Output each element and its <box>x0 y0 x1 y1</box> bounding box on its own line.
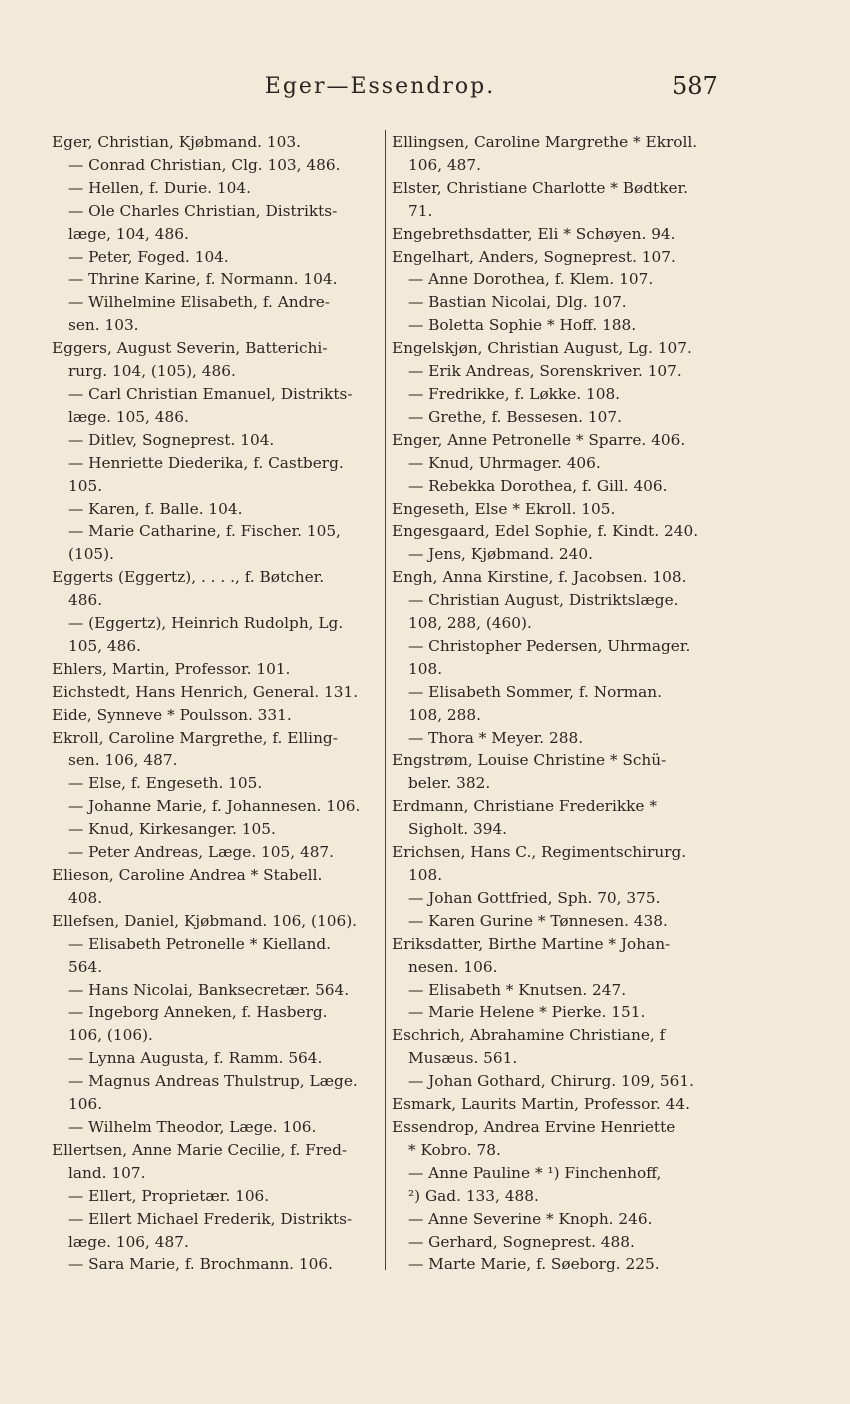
index-entry-line: 408. <box>68 888 103 907</box>
index-entry-line: — Johan Gottfried, Sph. 70, 375. <box>408 888 661 907</box>
index-entry-line: — Anne Pauline * ¹) Finchenhoff, <box>408 1163 662 1182</box>
index-entry-line: 108, 288, (460). <box>408 614 532 633</box>
index-entry-line: — Johan Gothard, Chirurg. 109, 561. <box>408 1072 694 1091</box>
left-column <box>52 131 384 1276</box>
index-entry-line: — Hans Nicolai, Banksecretær. 564. <box>68 980 350 999</box>
index-entry-line: Engelhart, Anders, Sogneprest. 107. <box>392 247 676 266</box>
index-entry-line: læge. 106, 487. <box>68 1232 189 1251</box>
index-entry-line: — Anne Dorothea, f. Klem. 107. <box>408 270 654 289</box>
index-entry-line: Engebrethsdatter, Eli * Schøyen. 94. <box>392 224 676 243</box>
index-entry-line: — Sara Marie, f. Brochmann. 106. <box>68 1255 333 1274</box>
index-entry-line: — Else, f. Engeseth. 105. <box>68 774 263 793</box>
index-entry-line: Essendrop, Andrea Ervine Henriette <box>392 1117 676 1136</box>
index-entry-line: — Marie Catharine, f. Fischer. 105, <box>68 522 341 541</box>
index-entry-line: Ellefsen, Daniel, Kjøbmand. 106, (106). <box>52 911 358 930</box>
index-entry-line: sen. 103. <box>68 316 139 335</box>
index-entry-line: — Ole Charles Christian, Distrikts- <box>68 201 338 220</box>
index-entry-line: — Magnus Andreas Thulstrup, Læge. <box>68 1072 358 1091</box>
index-entry-line: — Karen, f. Balle. 104. <box>68 499 243 518</box>
index-entry-line: — Knud, Kirkesanger. 105. <box>68 820 276 839</box>
index-entry-line: — Boletta Sophie * Hoff. 188. <box>408 316 637 335</box>
index-entry-line: — Wilhelmine Elisabeth, f. Andre- <box>68 293 330 312</box>
index-entry-line: 106. <box>68 1095 103 1114</box>
index-entry-line: nesen. 106. <box>408 957 498 976</box>
index-entry-line: — Anne Severine * Knoph. 246. <box>408 1209 653 1228</box>
index-entry-line: 105, 486. <box>68 636 141 655</box>
index-entry-line: — Peter Andreas, Læge. 105, 487. <box>68 843 335 862</box>
index-entry-line: Esmark, Laurits Martin, Professor. 44. <box>392 1095 690 1114</box>
index-entry-line: — Hellen, f. Durie. 104. <box>68 178 251 197</box>
index-entry-line: — Peter, Foged. 104. <box>68 247 229 266</box>
index-entry-line: — Christopher Pedersen, Uhrmager. <box>408 636 691 655</box>
index-entry-line: — Knud, Uhrmager. 406. <box>408 453 601 472</box>
page-number: 587 <box>672 72 718 100</box>
index-entry-line: 106, (106). <box>68 1026 153 1045</box>
index-entry-line: 108. <box>408 659 443 678</box>
right-column <box>392 131 728 1276</box>
index-entry-line: — Rebekka Dorothea, f. Gill. 406. <box>408 476 668 495</box>
index-entry-line: beler. 382. <box>408 774 491 793</box>
index-entry-line: Eggerts (Eggertz), . . . ., f. Bøtcher. <box>52 568 325 587</box>
index-entry-line: 106, 487. <box>408 155 481 174</box>
index-entry-line: Eriksdatter, Birthe Martine * Johan- <box>392 934 671 953</box>
index-entry-line: * Kobro. 78. <box>408 1140 501 1159</box>
index-entry-line: — Ditlev, Sogneprest. 104. <box>68 430 275 449</box>
index-entry-line: Eger, Christian, Kjøbmand. 103. <box>52 133 301 151</box>
index-entry-line: — Bastian Nicolai, Dlg. 107. <box>408 293 627 312</box>
index-entry-line: rurg. 104, (105), 486. <box>68 362 236 381</box>
index-entry-line: — Elisabeth * Knutsen. 247. <box>408 980 627 999</box>
index-entry-line: 486. <box>68 591 103 610</box>
index-entry-line: Engelskjøn, Christian August, Lg. 107. <box>392 339 692 358</box>
index-entry-line: 71. <box>408 201 433 220</box>
index-entry-line: land. 107. <box>68 1163 146 1182</box>
index-entry-line: Erdmann, Christiane Frederikke * <box>392 797 657 816</box>
index-entry-line: — Johanne Marie, f. Johannesen. 106. <box>68 797 361 816</box>
index-entry-line: — Erik Andreas, Sorenskriver. 107. <box>408 362 682 381</box>
index-entry-line: 108. <box>408 866 443 884</box>
index-entry-line: Ellertsen, Anne Marie Cecilie, f. Fred- <box>52 1140 348 1159</box>
index-entry-line: Eschrich, Abrahamine Christiane, f <box>392 1026 666 1045</box>
index-entry-line: Ellingsen, Caroline Margrethe * Ekroll. <box>392 133 698 151</box>
index-entry-line: — Grethe, f. Bessesen. 107. <box>408 407 622 426</box>
index-entry-line: 108, 288. <box>408 705 481 724</box>
index-entry-line: — Lynna Augusta, f. Ramm. 564. <box>68 1049 323 1068</box>
index-entry-line: — Ellert Michael Frederik, Distrikts- <box>68 1209 353 1228</box>
index-entry-line: — Marie Helene * Pierke. 151. <box>408 1003 646 1022</box>
index-entry-line: (105). <box>68 545 114 564</box>
index-entry-line: 564. <box>68 957 103 976</box>
index-entry-line: — (Eggertz), Heinrich Rudolph, Lg. <box>68 614 344 633</box>
index-entry-line: Ekroll, Caroline Margrethe, f. Elling- <box>52 728 338 747</box>
index-entry-line: — Ingeborg Anneken, f. Hasberg. <box>68 1003 328 1022</box>
index-entry-line: — Carl Christian Emanuel, Distrikts- <box>68 384 353 403</box>
index-entry-line: — Christian August, Distriktslæge. <box>408 591 679 610</box>
index-entry-line: — Thora * Meyer. 288. <box>408 728 584 747</box>
index-entry-line: Erichsen, Hans C., Regimentschirurg. <box>392 843 687 862</box>
index-entry-line: — Conrad Christian, Clg. 103, 486. <box>68 155 341 174</box>
index-entry-line: — Gerhard, Sogneprest. 488. <box>408 1232 635 1251</box>
index-entry-line: Musæus. 561. <box>408 1049 518 1068</box>
index-entry-line: Eide, Synneve * Poulsson. 331. <box>52 705 292 724</box>
index-entry-line: Sigholt. 394. <box>408 820 508 839</box>
index-entry-line: — Elisabeth Petronelle * Kielland. <box>68 934 332 953</box>
index-entry-line: Eggers, August Severin, Batterichi- <box>52 339 328 358</box>
index-entry-line: — Karen Gurine * Tønnesen. 438. <box>408 911 668 930</box>
index-entry-line: Engh, Anna Kirstine, f. Jacobsen. 108. <box>392 568 687 587</box>
column-divider <box>385 130 386 1270</box>
index-entry-line: sen. 106, 487. <box>68 751 178 770</box>
index-entry-line: læge. 105, 486. <box>68 407 189 426</box>
index-entry-line: 105. <box>68 476 103 495</box>
index-entry-line: — Henriette Diederika, f. Castberg. <box>68 453 344 472</box>
index-entry-line: Enger, Anne Petronelle * Sparre. 406. <box>392 430 686 449</box>
index-entry-line: — Ellert, Proprietær. 106. <box>68 1186 270 1205</box>
index-entry-line: Engeseth, Else * Ekroll. 105. <box>392 499 616 518</box>
index-entry-line: — Wilhelm Theodor, Læge. 106. <box>68 1117 317 1136</box>
index-entry-line: Eichstedt, Hans Henrich, General. 131. <box>52 682 359 701</box>
index-entry-line: Ehlers, Martin, Professor. 101. <box>52 659 291 678</box>
index-entry-line: — Fredrikke, f. Løkke. 108. <box>408 384 621 403</box>
index-entry-line: Elster, Christiane Charlotte * Bødtker. <box>392 178 689 197</box>
index-entry-line: Engesgaard, Edel Sophie, f. Kindt. 240. <box>392 522 699 541</box>
index-entry-line: — Marte Marie, f. Søeborg. 225. <box>408 1255 660 1274</box>
index-entry-line: — Jens, Kjøbmand. 240. <box>408 545 593 564</box>
index-entry-line: læge, 104, 486. <box>68 224 189 243</box>
index-entry-line: — Thrine Karine, f. Normann. 104. <box>68 270 338 289</box>
running-head: Eger—Essendrop. <box>264 74 496 99</box>
index-entry-line: Engstrøm, Louise Christine * Schü- <box>392 751 667 770</box>
index-entry-line: — Elisabeth Sommer, f. Norman. <box>408 682 662 701</box>
index-entry-line: Elieson, Caroline Andrea * Stabell. <box>52 866 323 884</box>
index-entry-line: ²) Gad. 133, 488. <box>408 1186 539 1205</box>
